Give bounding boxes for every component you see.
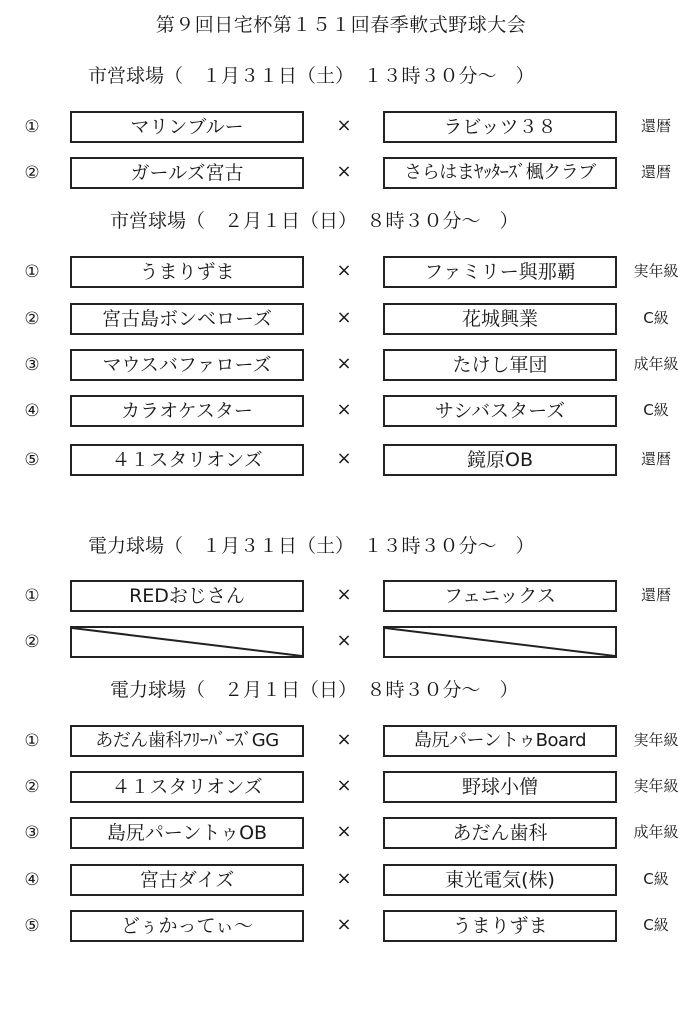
division-label: 実年級 — [633, 777, 679, 795]
venue-heading: 市営球場（ ２月１日（日） ８時３０分～ ） — [110, 210, 519, 232]
match-row — [0, 910, 682, 942]
match-row — [0, 303, 682, 335]
match-row — [0, 580, 682, 612]
match-row — [0, 395, 682, 427]
match-row — [0, 864, 682, 896]
away-team: 島尻パーントゥBoard — [383, 725, 617, 757]
division-label: C級 — [643, 309, 669, 327]
versus-mark: × — [336, 775, 352, 796]
away-team: 野球小僧 — [383, 771, 617, 803]
match-row — [0, 256, 682, 288]
versus-mark: × — [336, 868, 352, 889]
division-label: 還暦 — [640, 117, 671, 135]
away-team: あだん歯科 — [383, 817, 617, 849]
match-number: ⑤ — [24, 450, 40, 470]
match-number: ② — [24, 632, 40, 652]
versus-mark: × — [336, 353, 352, 374]
division-label: C級 — [643, 870, 669, 888]
home-team: うまりずま — [70, 256, 304, 288]
match-number: ② — [24, 309, 40, 329]
match-row — [0, 725, 682, 757]
away-team: ファミリー與那覇 — [383, 256, 617, 288]
match-number: ② — [24, 777, 40, 797]
match-row — [0, 626, 682, 658]
away-team: 花城興業 — [383, 303, 617, 335]
venue-heading: 電力球場（ １月３１日（土） １３時３０分～ ） — [88, 535, 535, 557]
away-team: フェニックス — [383, 580, 617, 612]
match-number: ④ — [24, 401, 40, 421]
match-row — [0, 157, 682, 189]
home-team: REDおじさん — [70, 580, 304, 612]
division-label: 実年級 — [633, 262, 679, 280]
versus-mark: × — [336, 729, 352, 750]
match-row — [0, 111, 682, 143]
home-team: あだん歯科ﾌﾘｰﾊﾞｰｽﾞGG — [70, 725, 304, 757]
division-label: 成年級 — [633, 355, 679, 373]
away-team: 鏡原OB — [383, 444, 617, 476]
home-team: ガールズ宮古 — [70, 157, 304, 189]
away-team: ラビッツ３８ — [383, 111, 617, 143]
page-title: 第９回日宅杯第１５１回春季軟式野球大会 — [155, 14, 527, 36]
match-number: ⑤ — [24, 916, 40, 936]
versus-mark: × — [336, 584, 352, 605]
versus-mark: × — [336, 399, 352, 420]
venue-heading: 電力球場（ ２月１日（日） ８時３０分～ ） — [110, 679, 519, 701]
versus-mark: × — [336, 630, 352, 651]
match-row — [0, 349, 682, 381]
versus-mark: × — [336, 161, 352, 182]
division-label: C級 — [643, 401, 669, 419]
match-number: ① — [24, 262, 40, 282]
home-team: 宮古ダイズ — [70, 864, 304, 896]
away-team: 東光電気(株) — [383, 864, 617, 896]
away-team: うまりずま — [383, 910, 617, 942]
diagonal-slash-icon — [385, 628, 615, 656]
versus-mark: × — [336, 914, 352, 935]
home-team-empty — [70, 626, 304, 658]
away-team: たけし軍団 — [383, 349, 617, 381]
versus-mark: × — [336, 448, 352, 469]
division-label: 還暦 — [640, 450, 671, 468]
match-number: ① — [24, 586, 40, 606]
home-team: マリンブルー — [70, 111, 304, 143]
away-team: さらはまﾔｯﾀｰｽﾞ楓クラブ — [383, 157, 617, 189]
division-label: 実年級 — [633, 731, 679, 749]
venue-heading: 市営球場（ １月３１日（土） １３時３０分～ ） — [88, 65, 535, 87]
versus-mark: × — [336, 115, 352, 136]
match-row — [0, 771, 682, 803]
home-team: 宮古島ボンベローズ — [70, 303, 304, 335]
diagonal-slash-icon — [72, 628, 302, 656]
match-row — [0, 817, 682, 849]
away-team: サシバスターズ — [383, 395, 617, 427]
match-number: ③ — [24, 823, 40, 843]
division-label: 成年級 — [633, 823, 679, 841]
match-number: ① — [24, 731, 40, 751]
match-number: ④ — [24, 870, 40, 890]
home-team: ４１スタリオンズ — [70, 771, 304, 803]
away-team-empty — [383, 626, 617, 658]
match-number: ② — [24, 163, 40, 183]
home-team: マウスバファローズ — [70, 349, 304, 381]
versus-mark: × — [336, 307, 352, 328]
match-number: ③ — [24, 355, 40, 375]
home-team: カラオケスター — [70, 395, 304, 427]
match-number: ① — [24, 117, 40, 137]
versus-mark: × — [336, 260, 352, 281]
division-label: 還暦 — [640, 586, 671, 604]
home-team: どぅかってぃ～ — [70, 910, 304, 942]
division-label: C級 — [643, 916, 669, 934]
versus-mark: × — [336, 821, 352, 842]
division-label: 還暦 — [640, 163, 671, 181]
home-team: 島尻パーントゥOB — [70, 817, 304, 849]
home-team: ４１スタリオンズ — [70, 444, 304, 476]
match-row — [0, 444, 682, 476]
